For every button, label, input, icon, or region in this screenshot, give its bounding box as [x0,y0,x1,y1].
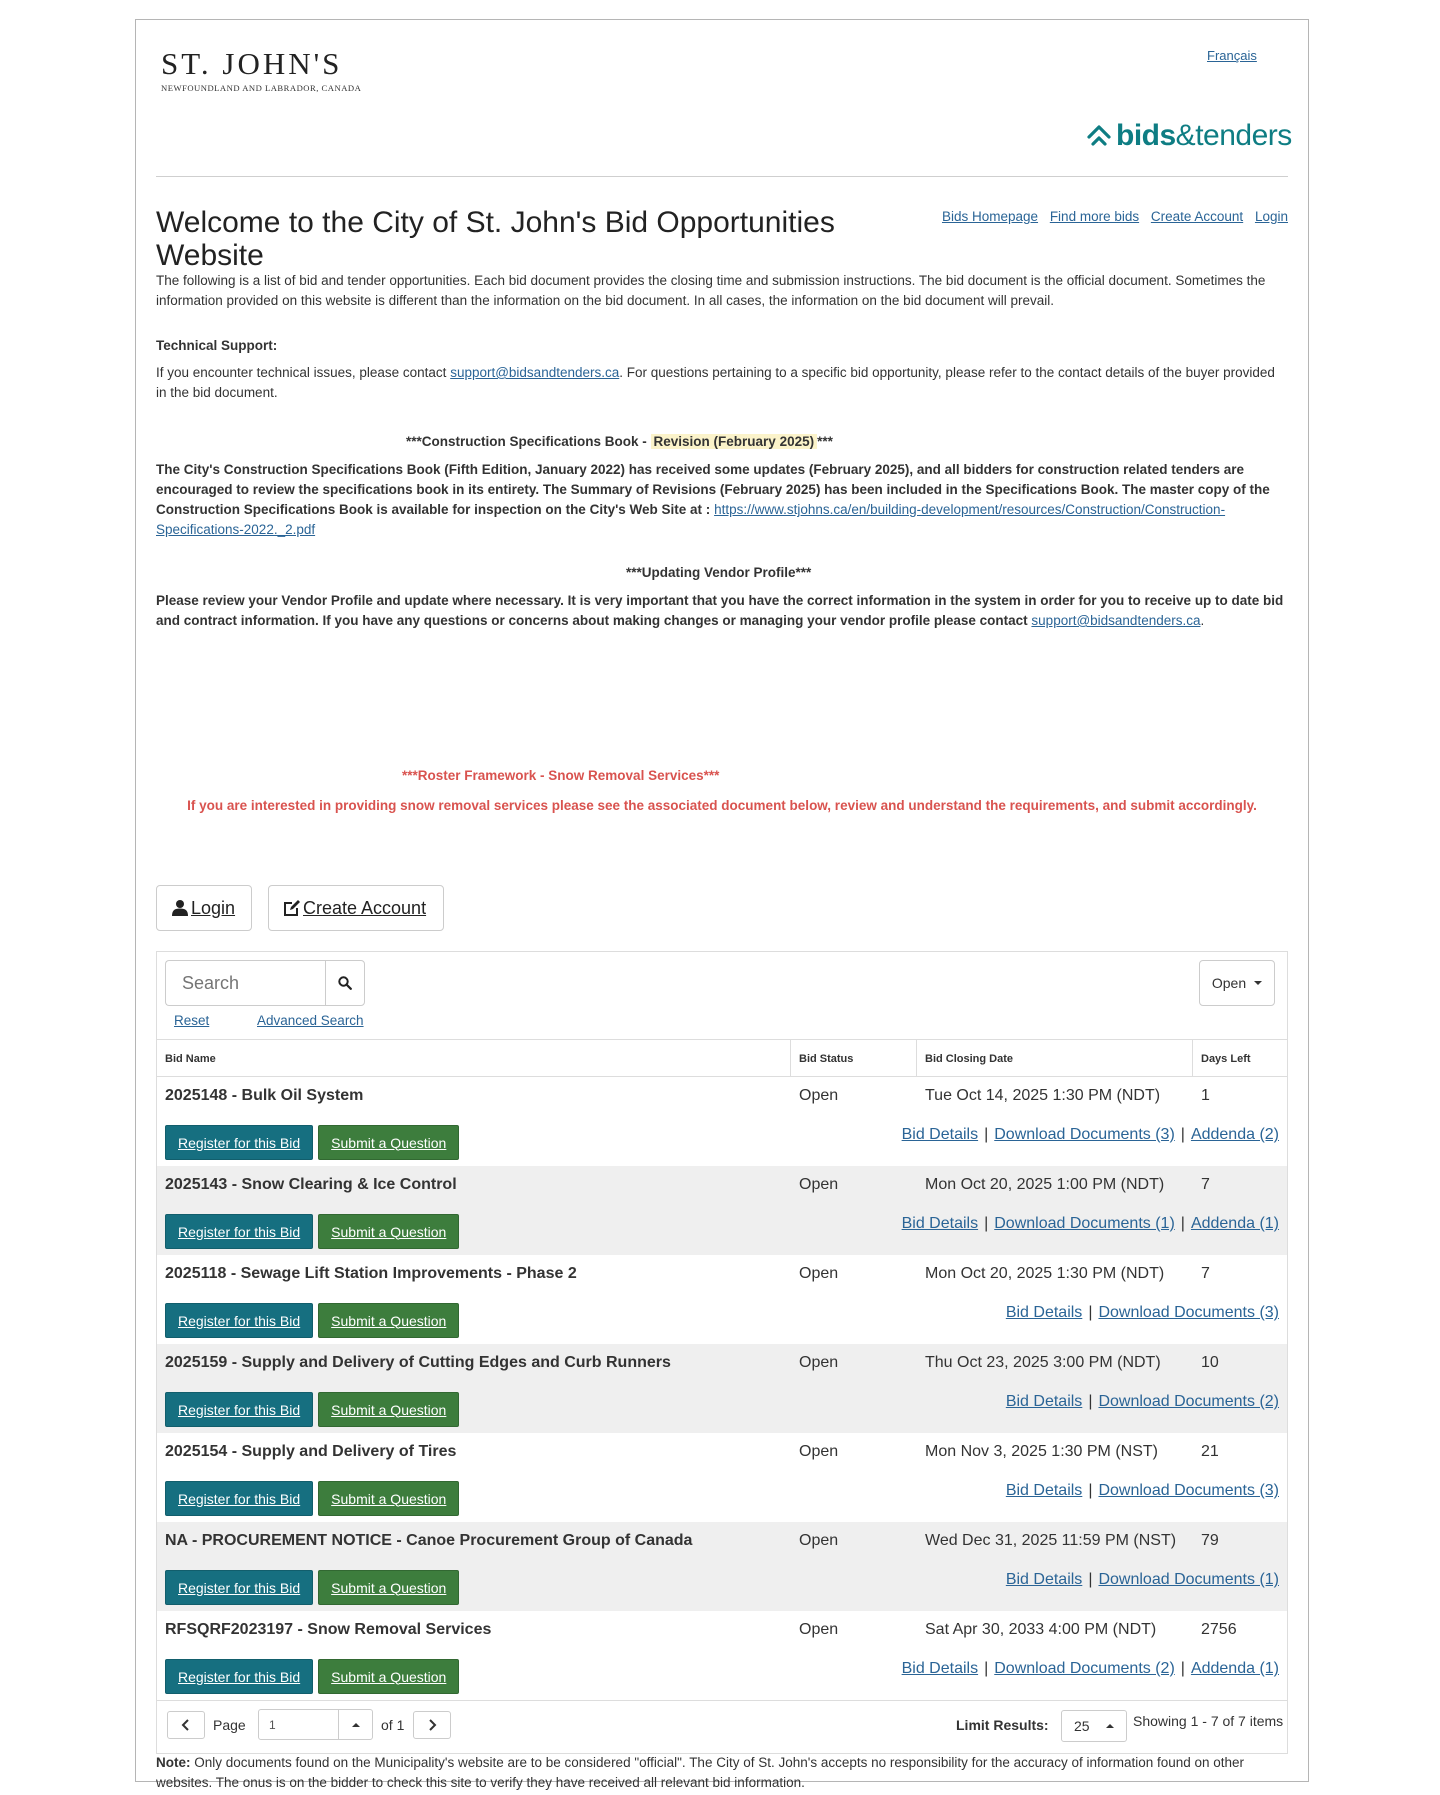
bids-panel [156,951,1288,1754]
table-row [157,1166,1287,1255]
register-for-bid-button[interactable]: Register for this Bid [165,1659,313,1694]
download-documents-link[interactable]: Download Documents (3) [994,1126,1175,1143]
reset-link[interactable]: Reset [174,1013,210,1028]
addenda-link[interactable]: Addenda (1) [1190,1215,1279,1232]
login-link[interactable]: Login [1254,209,1288,224]
table-row [157,1255,1287,1344]
status-filter-value: Open [1211,975,1247,991]
table-row [157,1522,1287,1611]
tech-support-pre: If you encounter technical issues, please contact [156,365,451,380]
table-header [157,1039,1287,1077]
vendor-body [156,591,1288,631]
bid-closing-date: Thu Oct 23, 2025 3:00 PM (NDT) [925,1354,1161,1371]
bid-status: Open [799,1176,839,1193]
spec-heading-post: *** [817,434,833,449]
bid-name: 2025118 - Sewage Lift Station Improvements - Phase 2 [165,1265,577,1282]
link-separator: | [1088,1571,1093,1588]
bid-status: Open [799,1265,839,1282]
chevron-right-icon [427,1719,437,1731]
note-text: Only documents found on the Municipality's website are to be considered "official". The City of St. John's accepts no responsibility for the accuracy of information found on other websites. The onus is on the bidder to check this site to verify they have received all relevant bid information. [156,1755,1245,1790]
search-input[interactable] [165,960,325,1006]
next-page-button[interactable] [413,1711,451,1739]
header-divider [156,176,1288,177]
download-documents-link[interactable]: Download Documents (1) [994,1215,1175,1232]
tech-support-heading: Technical Support: [156,338,278,353]
addenda-link[interactable]: Addenda (1) [1190,1660,1279,1677]
page-title: Welcome to the City of St. John's Bid Opportunities Website [156,206,835,272]
bid-actions [165,1481,459,1516]
bid-actions [165,1570,459,1605]
bid-links [902,1126,1279,1144]
bid-actions [165,1125,459,1160]
days-left: 7 [1201,1265,1210,1282]
bid-details-link[interactable]: Bid Details [901,1215,979,1232]
download-documents-link[interactable]: Download Documents (3) [1098,1304,1279,1321]
prev-page-button[interactable] [167,1711,205,1739]
column-bid-closing-date[interactable]: Bid Closing Date [917,1040,1193,1077]
submit-question-button[interactable]: Submit a Question [318,1125,459,1160]
table-row [157,1344,1287,1433]
bid-details-link[interactable]: Bid Details [1005,1393,1083,1410]
limit-results-value: 25 [1074,1718,1090,1734]
bid-name: 2025159 - Supply and Delivery of Cutting Edges and Curb Runners [165,1354,671,1371]
page-number-input[interactable] [258,1709,373,1740]
download-documents-link[interactable]: Download Documents (3) [1098,1482,1279,1499]
bid-actions [165,1392,459,1427]
login-button[interactable] [156,885,252,931]
bid-links [1006,1571,1279,1589]
note-label: Note: [156,1755,191,1770]
register-for-bid-button[interactable]: Register for this Bid [165,1481,313,1516]
register-for-bid-button[interactable]: Register for this Bid [165,1125,313,1160]
caret-up-icon [1106,1724,1114,1728]
search-button[interactable] [325,960,365,1006]
brand-amp: & [1175,119,1196,152]
tech-support-post: . For questions pertaining to a specific bid opportunity, please refer to the contact details of the buyer provided in the bid document. [156,365,1275,400]
brand-tenders: tenders [1195,119,1292,152]
days-left: 79 [1201,1532,1219,1549]
logo-text: ST. JOHN'S [161,46,343,81]
page-number-value: 1 [269,1717,276,1732]
column-bid-status[interactable]: Bid Status [791,1040,917,1077]
bid-details-link[interactable]: Bid Details [901,1660,979,1677]
spec-body-text: The City's Construction Specifications Book (Fifth Edition, January 2022) has received some updates (February 2025), and all bidders for construction related tenders are encouraged to review the specifications book in its entirety. The Summary of Revisions (February 2025) has been included in the Specifications Book. The master copy of the Construction Specifications Book is available for inspection on the City's Web Site at : [156,462,1270,517]
create-account-link[interactable]: Create Account [1150,209,1244,224]
page-frame [135,19,1309,1790]
bid-actions [165,1214,459,1249]
link-separator: | [1180,1660,1185,1677]
bid-links [902,1660,1279,1678]
advanced-search-link[interactable]: Advanced Search [257,1013,364,1028]
vendor-heading: ***Updating Vendor Profile*** [626,565,812,580]
bid-status: Open [799,1443,839,1460]
bid-details-link[interactable]: Bid Details [901,1126,979,1143]
days-left: 10 [1201,1354,1219,1371]
bid-name: 2025148 - Bulk Oil System [165,1087,364,1104]
submit-question-button[interactable]: Submit a Question [318,1659,459,1694]
days-left: 2756 [1201,1621,1237,1638]
search-icon [338,976,352,990]
roster-heading: ***Roster Framework - Snow Removal Services*** [402,768,720,783]
st-johns-logo[interactable] [161,48,371,93]
bid-closing-date: Wed Dec 31, 2025 11:59 PM (NST) [925,1532,1177,1549]
chevron-down-icon [1254,981,1262,985]
bid-status: Open [799,1621,839,1638]
download-documents-link[interactable]: Download Documents (1) [1098,1571,1279,1588]
vendor-body-text: Please review your Vendor Profile and update where necessary. It is very important that you have the correct information in the system in order for you to receive up to date bid and contract information. If you have any questions or concerns about making changes or managing your vendor profile please contact [156,593,1284,628]
intro-text: The following is a list of bid and tender opportunities. Each bid document provides the closing time and submission instructions. The bid document is the official document. Sometimes the information provided on this website is different than the information on the bid document. In all cases, the information on the bid document will prevail. [156,273,1266,308]
brand-bids: bids [1116,119,1176,152]
addenda-link[interactable]: Addenda (2) [1190,1126,1279,1143]
link-separator: | [1088,1304,1093,1321]
bids-homepage-link[interactable]: Bids Homepage [941,209,1039,224]
bid-closing-date: Mon Oct 20, 2025 1:30 PM (NDT) [925,1265,1165,1282]
bid-links [1006,1482,1279,1500]
table-row [157,1077,1287,1166]
language-link[interactable]: Français [1207,48,1257,63]
user-icon [171,899,189,917]
register-for-bid-button[interactable]: Register for this Bid [165,1214,313,1249]
download-documents-link[interactable]: Download Documents (2) [994,1660,1175,1677]
submit-question-button[interactable]: Submit a Question [318,1481,459,1516]
register-for-bid-button[interactable]: Register for this Bid [165,1570,313,1605]
submit-question-button[interactable]: Submit a Question [318,1303,459,1338]
vendor-post: . [1200,613,1205,628]
column-days-left[interactable]: Days Left [1201,1052,1251,1065]
caret-up-icon [352,1723,360,1727]
bid-status: Open [799,1087,839,1104]
bid-actions [165,1659,459,1694]
roster-body: If you are interested in providing snow removal services please see the associated document below, review and understand the requirements, and submit accordingly. [187,798,1257,813]
bid-details-link[interactable]: Bid Details [1005,1571,1083,1588]
limit-results-label: Limit Results: [956,1717,1049,1733]
days-left: 21 [1201,1443,1219,1460]
register-for-bid-button[interactable]: Register for this Bid [165,1392,313,1427]
footer-note [156,1753,1273,1793]
pagination-bar [157,1700,1287,1754]
days-left: 7 [1201,1176,1210,1193]
spec-heading-pre: ***Construction Specifications Book - [406,434,651,449]
tech-support-text [156,363,1288,403]
showing-count: Showing 1 - 7 of 7 items [1133,1713,1284,1729]
limit-results-select[interactable] [1061,1710,1127,1742]
house-roof-icon [1086,123,1112,149]
spec-book-link[interactable]: https://www.stjohns.ca/en/building-development/resources/Construction/Construction-Specifications-2022._2.pdf [156,502,1226,537]
page-spinner[interactable] [338,1710,372,1739]
spec-heading-highlight: Revision (February 2025) [651,434,818,449]
link-separator: | [1088,1393,1093,1410]
link-separator: | [984,1215,989,1232]
submit-question-button[interactable]: Submit a Question [318,1570,459,1605]
bid-status: Open [799,1354,839,1371]
find-more-bids-link[interactable]: Find more bids [1049,209,1140,224]
bids-and-tenders-logo[interactable] [1086,121,1292,151]
logo-subtext: NEWFOUNDLAND AND LABRADOR, CANADA [161,83,362,93]
days-left: 1 [1201,1087,1210,1104]
table-row [157,1433,1287,1522]
table-body [157,1077,1287,1700]
bid-name: 2025154 - Supply and Delivery of Tires [165,1443,457,1460]
vendor-email-link[interactable]: support@bidsandtenders.ca [1031,613,1201,628]
page-label: Page [213,1717,246,1733]
submit-question-button[interactable]: Submit a Question [318,1214,459,1249]
bid-links [1006,1304,1279,1322]
bid-name: NA - PROCUREMENT NOTICE - Canoe Procurement Group of Canada [165,1532,693,1549]
register-for-bid-button[interactable]: Register for this Bid [165,1303,313,1338]
link-separator: | [984,1126,989,1143]
bid-links [1006,1393,1279,1411]
bid-closing-date: Mon Oct 20, 2025 1:00 PM (NDT) [925,1176,1165,1193]
link-separator: | [984,1660,989,1677]
link-separator: | [1088,1482,1093,1499]
edit-icon [283,899,301,917]
bid-closing-date: Mon Nov 3, 2025 1:30 PM (NST) [925,1443,1158,1460]
bid-name: RFSQRF2023197 - Snow Removal Services [165,1621,492,1638]
top-nav-links [934,209,1288,224]
spec-heading [156,432,1288,452]
bid-links [902,1215,1279,1233]
tech-support-email-link[interactable]: support@bidsandtenders.ca [450,365,620,380]
link-separator: | [1180,1126,1185,1143]
bid-name: 2025143 - Snow Clearing & Ice Control [165,1176,457,1193]
spec-body [156,460,1288,540]
bid-details-link[interactable]: Bid Details [1005,1482,1083,1499]
create-account-button-label: Create Account [303,897,427,918]
search-bar [165,960,365,1006]
bid-status: Open [799,1532,839,1549]
bid-closing-date: Tue Oct 14, 2025 1:30 PM (NDT) [925,1087,1161,1104]
status-filter-dropdown[interactable] [1199,960,1275,1006]
bid-details-link[interactable]: Bid Details [1005,1304,1083,1321]
bid-actions [165,1303,459,1338]
column-bid-name[interactable]: Bid Name [157,1040,791,1077]
create-account-button[interactable] [268,885,444,931]
download-documents-link[interactable]: Download Documents (2) [1098,1393,1279,1410]
bid-closing-date: Sat Apr 30, 2033 4:00 PM (NDT) [925,1621,1157,1638]
link-separator: | [1180,1215,1185,1232]
page-of-label: of 1 [381,1717,405,1733]
chevron-left-icon [181,1719,191,1731]
table-row [157,1611,1287,1700]
login-button-label: Login [191,897,236,918]
submit-question-button[interactable]: Submit a Question [318,1392,459,1427]
